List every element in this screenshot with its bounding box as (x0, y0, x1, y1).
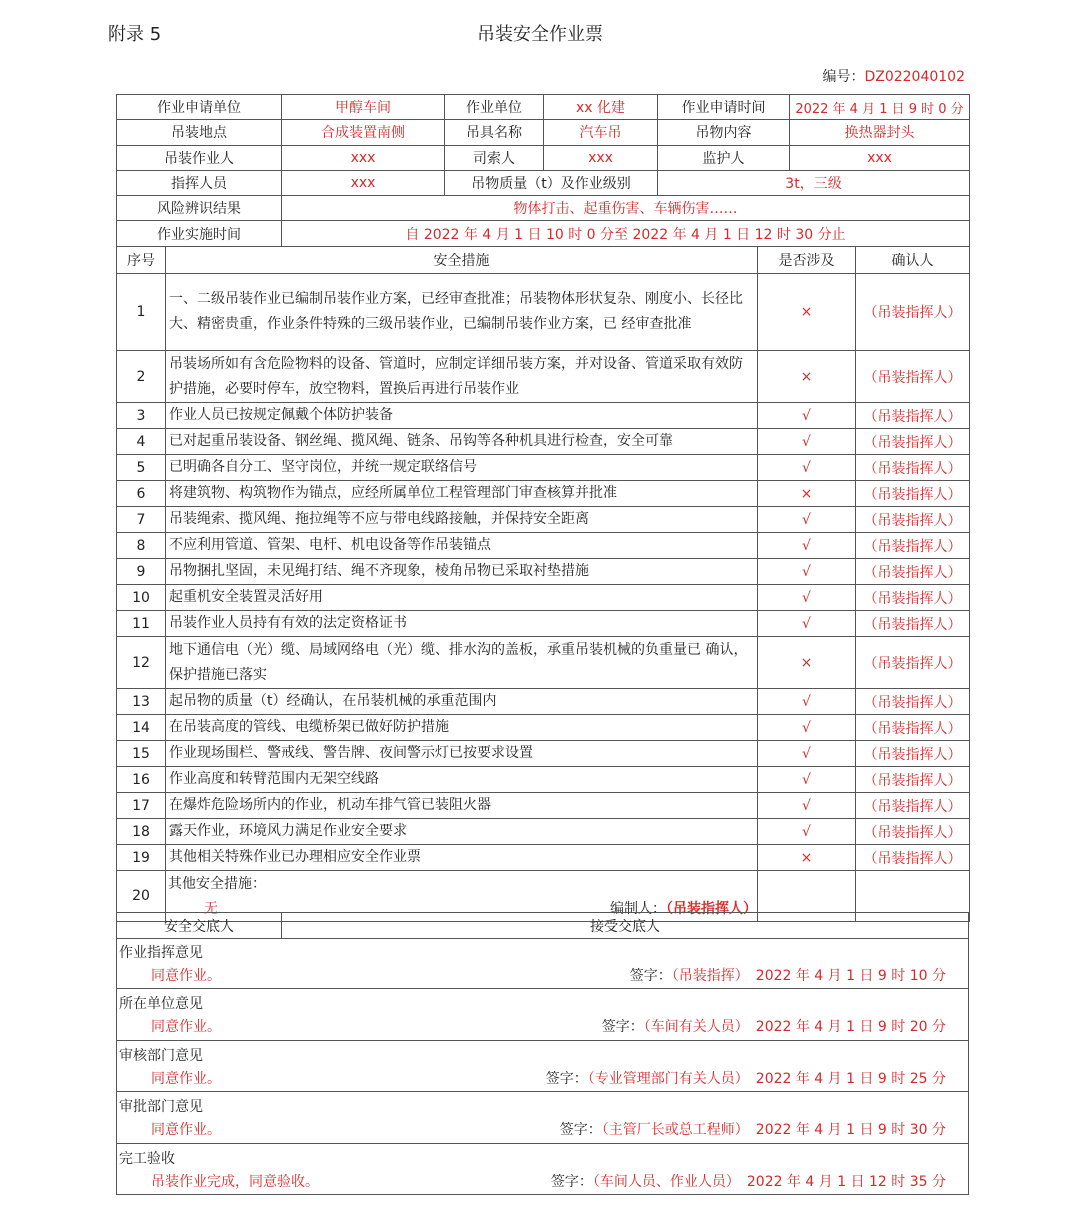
measure-involved: √ (758, 689, 856, 715)
measure-text: 作业现场围栏、警戒线、警告牌、夜间警示灯已按要求设置 (166, 741, 758, 767)
opinion-text: 同意作业。 (151, 968, 221, 984)
measure-no: 5 (117, 455, 166, 481)
measure-text: 地下通信电（光）缆、局域网络电（光）缆、排水沟的盖板，承重吊装机械的负重量已 确认，保护措施已落实 (166, 637, 758, 689)
measure-no: 8 (117, 533, 166, 559)
label: 吊装地点 (117, 120, 282, 145)
measure-confirmer: （吊装指挥人） (856, 507, 970, 533)
label: 吊具名称 (445, 120, 544, 145)
measure-text: 起吊物的质量（t）经确认，在吊装机械的承重范围内 (166, 689, 758, 715)
sign-label: 签字： (550, 1173, 593, 1190)
measure-text: 在吊装高度的管线、电缆桥架已做好防护措施 (166, 715, 758, 741)
measure-involved: √ (758, 741, 856, 767)
info-row (117, 145, 970, 170)
measure-involved: √ (758, 507, 856, 533)
opinion-signature (546, 1068, 946, 1088)
measure-involved: √ (758, 559, 856, 585)
rigger: xxx (544, 145, 658, 170)
sign-label: 签字： (601, 1019, 644, 1036)
measure-row (117, 481, 970, 507)
serial-value: DZ022040102 (864, 69, 965, 85)
opinion-text: 同意作业。 (151, 1070, 221, 1087)
measure-involved: √ (758, 585, 856, 611)
measure-confirmer: （吊装指挥人） (856, 819, 970, 845)
measure-row (117, 793, 970, 819)
sign-label: 签字： (545, 1070, 588, 1087)
header-involved: 是否涉及 (758, 247, 856, 274)
measures-header (117, 247, 970, 274)
measure-row (117, 819, 970, 845)
measure-no: 7 (117, 507, 166, 533)
measure-confirmer: （吊装指挥人） (856, 559, 970, 585)
measure-row (117, 845, 970, 871)
measure-involved: × (758, 274, 856, 351)
label: 吊物质量（t）及作业级别 (445, 170, 658, 195)
info-row (117, 170, 970, 195)
measure-no: 9 (117, 559, 166, 585)
measure-text: 起重机安全装置灵活好用 (166, 585, 758, 611)
measure-involved: × (758, 481, 856, 507)
measure-involved: × (758, 351, 856, 403)
measure-text: 其他相关特殊作业已办理相应安全作业票 (166, 845, 758, 871)
measure-no: 18 (117, 819, 166, 845)
other-label: 其他安全措施： (168, 876, 266, 892)
label: 吊物内容 (658, 120, 790, 145)
measure-no: 2 (117, 351, 166, 403)
measure-involved: √ (758, 403, 856, 429)
measure-no: 1 (117, 274, 166, 351)
mass: 3t，三级 (658, 170, 970, 195)
measure-involved: × (758, 845, 856, 871)
measure-no: 4 (117, 429, 166, 455)
measure-confirmer: （吊装指挥人） (856, 455, 970, 481)
measure-text: 不应利用管道、管架、电杆、机电设备等作吊装锚点 (166, 533, 758, 559)
measure-text: 吊装作业人员持有有效的法定资格证书 (166, 611, 758, 637)
measure-text: 作业人员已按规定佩戴个体防护装备 (166, 403, 758, 429)
measure-text: 吊装场所如有含危险物料的设备、管道时，应制定详细吊装方案，并对设备、管道采取有效防护措施，必要时停车，放空物料，置换后再进行吊装作业 (166, 351, 758, 403)
measure-involved: √ (758, 611, 856, 637)
opinion-section (116, 1092, 969, 1143)
measure-no: 10 (117, 585, 166, 611)
risk: 物体打击、起重伤害、车辆伤害…… (282, 196, 970, 221)
measure-confirmer: （吊装指挥人） (856, 611, 970, 637)
opinion-section (116, 1041, 969, 1092)
measure-no: 6 (117, 481, 166, 507)
worker: xxx (282, 145, 445, 170)
measure-text: 一、二级吊装作业已编制吊装作业方案，已经审查批准；吊装物体形状复杂、刚度小、长径比大、精密贵重，作业条件特殊的三级吊装作业，已编制吊装作业方案，已 经审查批准 (166, 274, 758, 351)
info-row (117, 221, 970, 246)
measure-row (117, 637, 970, 689)
measure-confirmer: （吊装指挥人） (856, 585, 970, 611)
info-row (117, 120, 970, 145)
measure-row (117, 429, 970, 455)
opinion-section (116, 989, 969, 1040)
sign-value: （专业管理部门有关人员） 2022 年 4 月 1 日 9 时 25 分 (587, 1070, 946, 1087)
info-row (117, 196, 970, 221)
measure-row (117, 403, 970, 429)
measure-no: 19 (117, 845, 166, 871)
sign-label: 签字： (629, 968, 672, 984)
opinion-label: 审批部门意见 (119, 1099, 203, 1116)
opinion-label: 所在单位意见 (119, 996, 203, 1013)
label: 司索人 (445, 145, 544, 170)
opinion-signature (602, 1016, 946, 1036)
label: 风险辨识结果 (117, 196, 282, 221)
sign-value: （车间有关人员） 2022 年 4 月 1 日 9 时 20 分 (643, 1019, 946, 1036)
serial-label: 编号： (822, 69, 865, 85)
measure-row (117, 741, 970, 767)
measure-confirmer: （吊装指挥人） (856, 767, 970, 793)
label: 指挥人员 (117, 170, 282, 195)
info-row (117, 95, 970, 120)
measure-text: 作业高度和转臂范围内无架空线路 (166, 767, 758, 793)
measure-row (117, 533, 970, 559)
measure-row (117, 455, 970, 481)
measure-involved: × (758, 637, 856, 689)
editor-value: （吊装指挥人） (666, 901, 757, 917)
opinion-text: 吊装作业完成，同意验收。 (151, 1173, 319, 1190)
measure-row (117, 585, 970, 611)
measure-row (117, 715, 970, 741)
measure-involved: √ (758, 793, 856, 819)
work-unit: xx 化建 (544, 95, 658, 120)
opinion-signature (630, 965, 946, 985)
measure-text: 在爆炸危险场所内的作业，机动车排气管已装阻火器 (166, 793, 758, 819)
guardian: xxx (790, 145, 970, 170)
handover-receiver: 接受交底人 (282, 913, 969, 939)
opinion-label: 审核部门意见 (119, 1047, 203, 1064)
measure-text: 吊装绳索、揽风绳、拖拉绳等不应与带电线路接触，并保持安全距离 (166, 507, 758, 533)
measure-confirmer: （吊装指挥人） (856, 715, 970, 741)
measure-row (117, 351, 970, 403)
measure-confirmer: （吊装指挥人） (856, 403, 970, 429)
measure-confirmer: （吊装指挥人） (856, 274, 970, 351)
measure-no: 17 (117, 793, 166, 819)
sign-value: （主管厂长或总工程师） 2022 年 4 月 1 日 9 时 30 分 (601, 1122, 946, 1139)
measure-confirmer: （吊装指挥人） (856, 741, 970, 767)
measure-text: 已明确各自分工、坚守岗位，并统一规定联络信号 (166, 455, 758, 481)
other-value: 无 (204, 901, 218, 917)
measure-confirmer: （吊装指挥人） (856, 637, 970, 689)
label: 作业申请单位 (117, 95, 282, 120)
measure-no: 16 (117, 767, 166, 793)
appendix-label: 附录 5 (108, 24, 162, 45)
apply-unit: 甲醇车间 (282, 95, 445, 120)
measure-no: 14 (117, 715, 166, 741)
header-measure: 安全措施 (166, 247, 758, 274)
handover-giver: 安全交底人 (117, 913, 282, 939)
sign-label: 签字： (559, 1122, 602, 1139)
measure-confirmer: （吊装指挥人） (856, 689, 970, 715)
measure-no: 11 (117, 611, 166, 637)
opinion-label: 完工验收 (119, 1150, 175, 1167)
header-no: 序号 (117, 247, 166, 274)
opinion-signature (551, 1171, 946, 1191)
label: 作业单位 (445, 95, 544, 120)
document-title: 吊装安全作业票 (477, 24, 603, 45)
measure-confirmer: （吊装指挥人） (856, 533, 970, 559)
measure-involved: √ (758, 533, 856, 559)
measure-involved: √ (758, 429, 856, 455)
handover-table (116, 912, 969, 939)
sign-value: （吊装指挥） 2022 年 4 月 1 日 9 时 10 分 (671, 968, 946, 984)
label: 吊装作业人 (117, 145, 282, 170)
measure-involved: √ (758, 819, 856, 845)
opinion-text: 同意作业。 (151, 1019, 221, 1036)
opinion-section (116, 938, 969, 989)
measure-involved: √ (758, 715, 856, 741)
measure-involved: √ (758, 767, 856, 793)
work-time: 自 2022 年 4 月 1 日 10 时 0 分至 2022 年 4 月 1 日 12 时 30 分止 (282, 221, 970, 246)
measure-row (117, 274, 970, 351)
measure-text: 将建筑物、构筑物作为锚点，应经所属单位工程管理部门审查核算并批准 (166, 481, 758, 507)
measure-confirmer: （吊装指挥人） (856, 351, 970, 403)
measure-text: 吊物捆扎坚固，未见绳打结、绳不齐现象，棱角吊物已采取衬垫措施 (166, 559, 758, 585)
content: 换热器封头 (790, 120, 970, 145)
measure-row (117, 559, 970, 585)
measure-text: 露天作业，环境风力满足作业安全要求 (166, 819, 758, 845)
tool: 汽车吊 (544, 120, 658, 145)
measure-row (117, 507, 970, 533)
opinion-signature (560, 1119, 946, 1139)
measure-confirmer: （吊装指挥人） (856, 845, 970, 871)
measure-text: 已对起重吊装设备、钢丝绳、揽风绳、链条、吊钩等各种机具进行检查，安全可靠 (166, 429, 758, 455)
measure-confirmer: （吊装指挥人） (856, 481, 970, 507)
info-table (116, 94, 970, 247)
measure-confirmer: （吊装指挥人） (856, 429, 970, 455)
label: 监护人 (658, 145, 790, 170)
apply-time: 2022 年 4 月 1 日 9 时 0 分 (790, 95, 970, 120)
measures-table (116, 246, 970, 922)
measure-no: 20 (117, 871, 166, 922)
measure-no: 3 (117, 403, 166, 429)
serial-number (822, 66, 965, 86)
editor-label: 编制人： (610, 901, 666, 917)
label: 作业实施时间 (117, 221, 282, 246)
opinion-section (116, 1144, 969, 1195)
opinion-text: 同意作业。 (151, 1122, 221, 1139)
location: 合成装置南侧 (282, 120, 445, 145)
commander: xxx (282, 170, 445, 195)
measure-row (117, 611, 970, 637)
measure-involved: √ (758, 455, 856, 481)
measure-no: 12 (117, 637, 166, 689)
sign-value: （车间人员、作业人员） 2022 年 4 月 1 日 12 时 35 分 (592, 1173, 946, 1190)
label: 作业申请时间 (658, 95, 790, 120)
measure-no: 13 (117, 689, 166, 715)
measure-row (117, 689, 970, 715)
header-confirmer: 确认人 (856, 247, 970, 274)
measure-no: 15 (117, 741, 166, 767)
measure-confirmer: （吊装指挥人） (856, 793, 970, 819)
opinion-label: 作业指挥意见 (119, 945, 203, 961)
measure-row (117, 767, 970, 793)
